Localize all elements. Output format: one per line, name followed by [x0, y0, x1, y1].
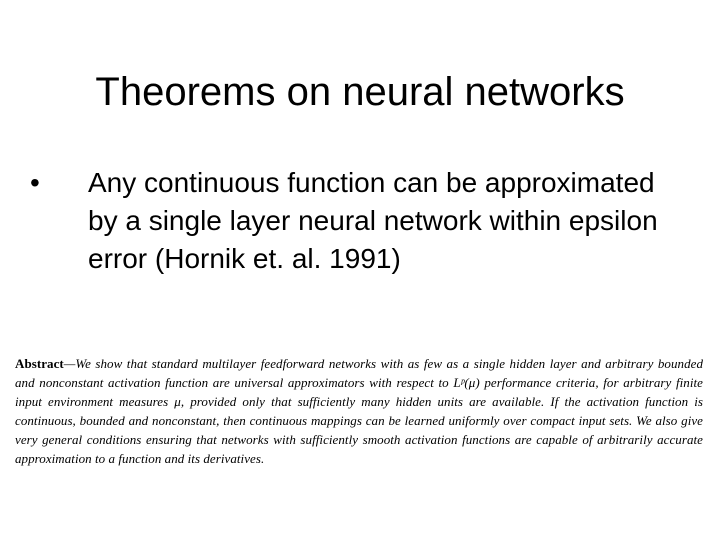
bullet-item — [30, 164, 680, 278]
abstract-label: Abstract — [15, 356, 64, 371]
slide-title: Theorems on neural networks — [95, 70, 625, 114]
abstract-text: —We show that standard multilayer feedforward networks with as few as a single hidden layer and arbitrary bounded and nonconstant activation function are universal approximators with respect to Lᵖ(μ) performance criteria, for arbitrary finite input environment measures μ, provided only that sufficiently many hidden units are available. If the activation function is continuous, bounded and nonconstant, then continuous mappings can be learned uniformly over compact input sets. We also give very general conditions ensuring that networks with sufficiently smooth activation functions are capable of arbitrarily accurate approximation to a function and its derivatives. — [15, 356, 703, 466]
abstract-excerpt — [15, 354, 703, 468]
bullet-symbol: • — [30, 167, 40, 198]
bullet-text: Any continuous function can be approximated by a single layer neural network within epsilon error (Hornik et. al. 1991) — [88, 167, 658, 274]
